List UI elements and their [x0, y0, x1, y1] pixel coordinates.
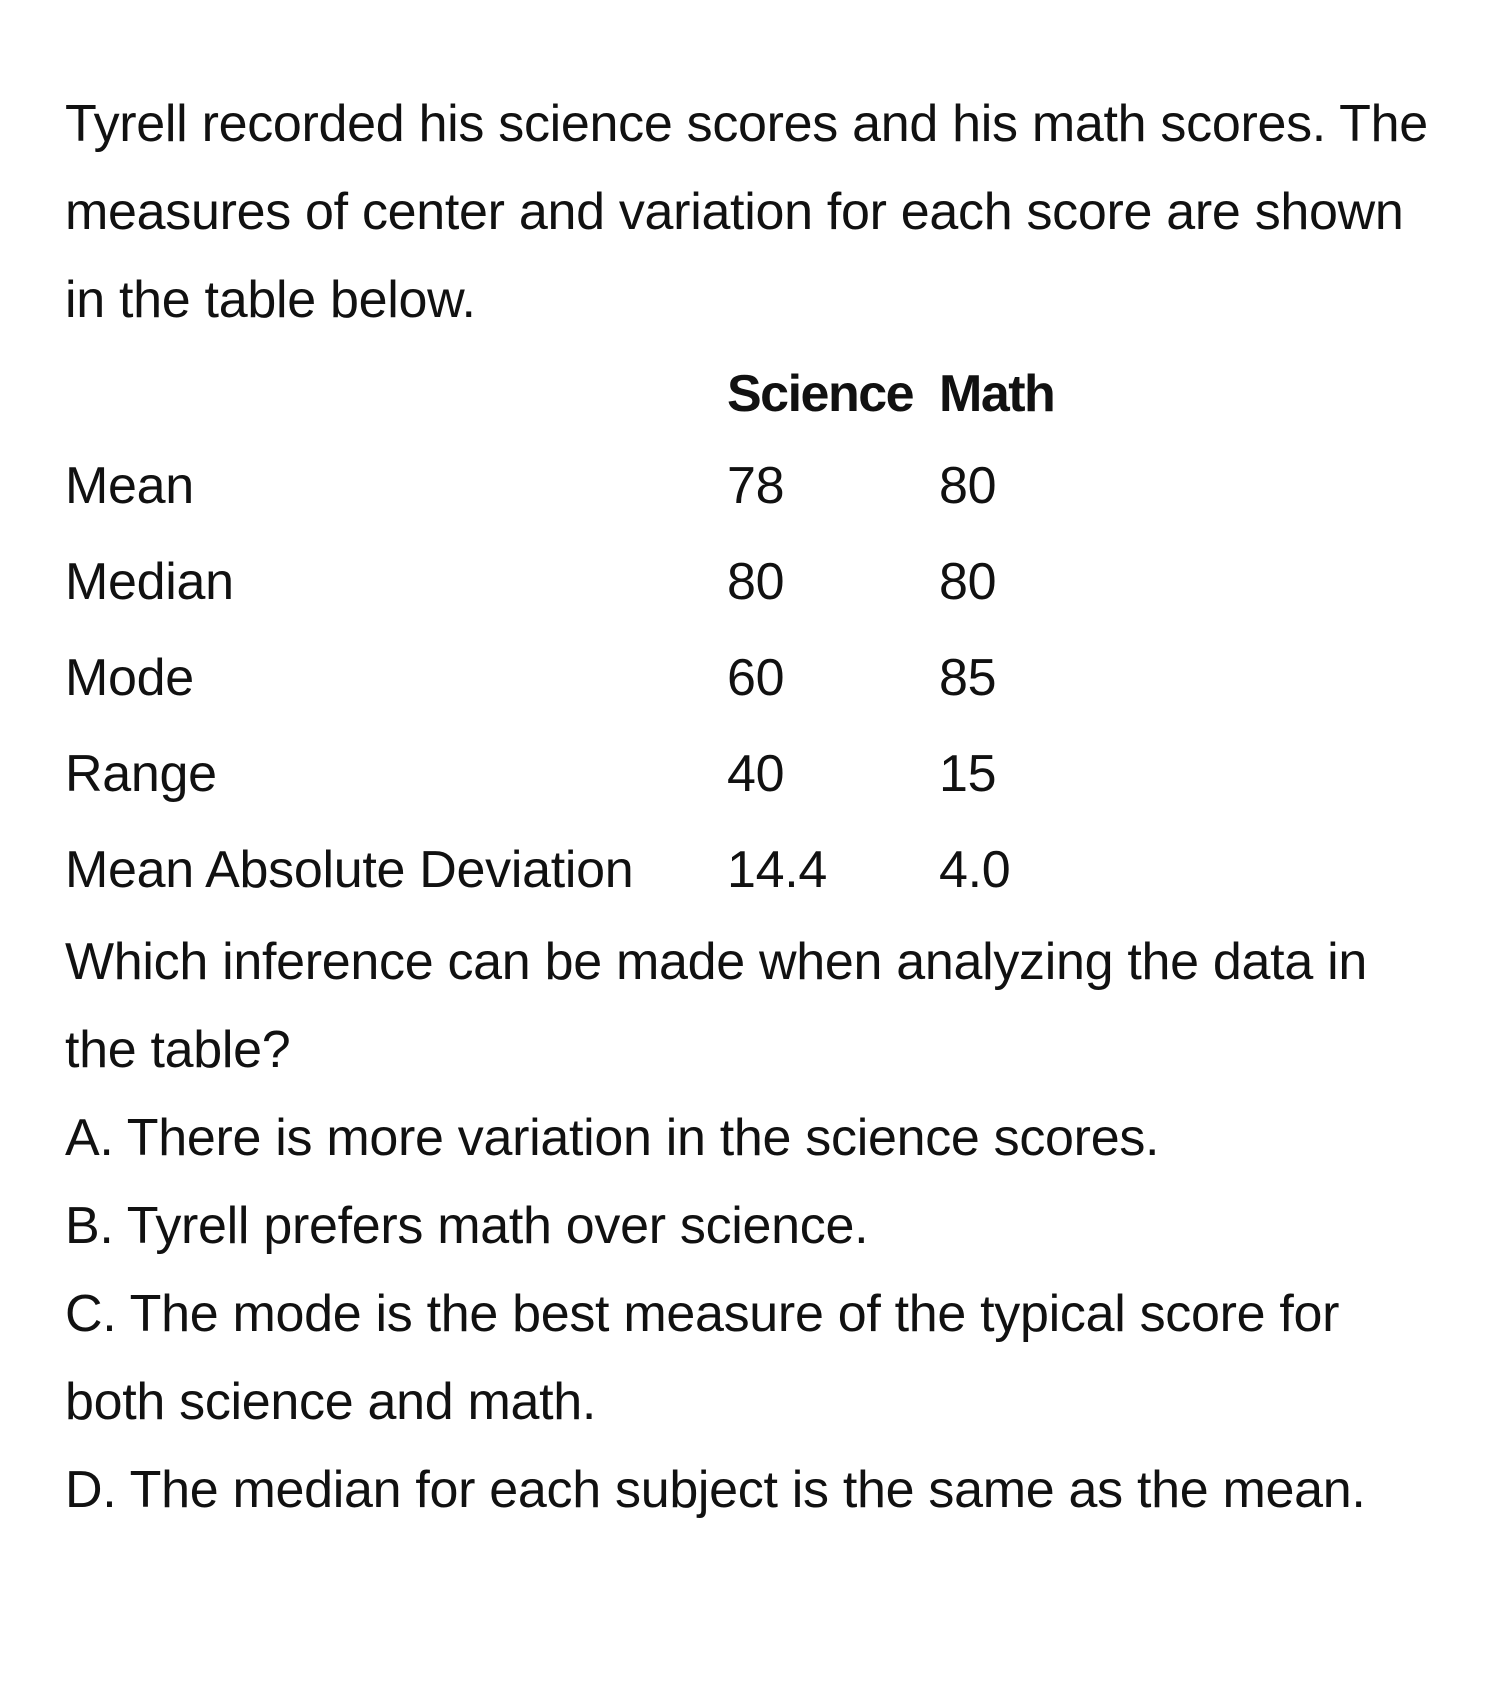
stats-table [65, 350, 1139, 918]
table-row [65, 534, 1139, 630]
math-value: 80 [939, 457, 997, 515]
option-a: A. There is more variation in the science scores. [65, 1109, 1160, 1167]
row-label: Range [65, 745, 217, 803]
option-b: B. Tyrell prefers math over science. [65, 1197, 869, 1255]
science-value: 40 [727, 745, 785, 803]
table-row [65, 726, 1139, 822]
table-row [65, 630, 1139, 726]
math-value: 4.0 [939, 841, 1011, 899]
intro-text: Tyrell recorded his science scores and his math scores. The measures of center and variation for each score are shown in the table below. [65, 95, 1428, 329]
question-text: Which inference can be made when analyzing the data in the table? [65, 933, 1367, 1079]
row-label: Mean Absolute Deviation [65, 841, 634, 899]
math-value: 80 [939, 553, 997, 611]
header-science: Science [727, 365, 914, 423]
problem-content [65, 80, 1445, 1534]
table-row [65, 438, 1139, 534]
table-header-row [65, 350, 1139, 438]
header-math: Math [939, 365, 1055, 423]
science-value: 78 [727, 457, 785, 515]
option-c: C. The mode is the best measure of the typical score for both science and math. [65, 1285, 1340, 1431]
answer-options [65, 1094, 1445, 1534]
science-value: 14.4 [727, 841, 828, 899]
row-label: Mean [65, 457, 194, 515]
option-d: D. The median for each subject is the same as the mean. [65, 1461, 1366, 1519]
row-label: Median [65, 553, 234, 611]
header-label-blank [65, 350, 727, 438]
math-value: 15 [939, 745, 997, 803]
science-value: 80 [727, 553, 785, 611]
math-value: 85 [939, 649, 997, 707]
row-label: Mode [65, 649, 194, 707]
science-value: 60 [727, 649, 785, 707]
table-row [65, 822, 1139, 918]
